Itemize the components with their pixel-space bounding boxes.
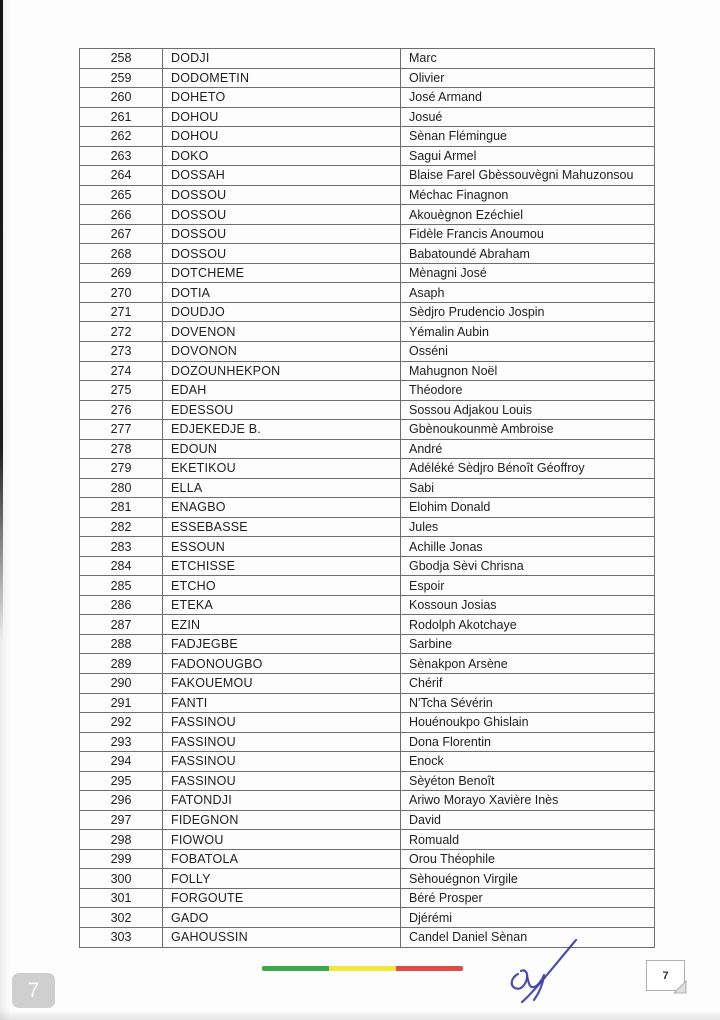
given-name-cell: Sèhouégnon Virgile [401,869,655,889]
table-row [80,205,655,225]
table-row [80,361,655,381]
scan-shadow-bottom [0,1010,720,1020]
surname-cell: DOSSOU [163,224,401,244]
row-number-cell: 260 [80,88,163,108]
given-name-cell: Ariwo Morayo Xavière Inès [401,791,655,811]
table-row [80,244,655,264]
table-row [80,537,655,557]
row-number-cell: 280 [80,478,163,498]
given-name-cell: Sèyéton Benoît [401,771,655,791]
surname-cell: DOHOU [163,127,401,147]
surname-cell: DOTCHEME [163,263,401,283]
table-row [80,146,655,166]
table-row [80,381,655,401]
surname-cell: FASSINOU [163,732,401,752]
row-number-cell: 294 [80,752,163,772]
table-row [80,263,655,283]
scan-edge-line [0,0,3,640]
folded-corner-icon [672,979,688,995]
row-number-cell: 279 [80,459,163,479]
row-number-cell: 274 [80,361,163,381]
given-name-cell: Rodolph Akotchaye [401,615,655,635]
surname-cell: DOUDJO [163,302,401,322]
table-row [80,732,655,752]
given-name-cell: Djérémi [401,908,655,928]
given-name-cell: Mahugnon Noël [401,361,655,381]
table-row [80,498,655,518]
row-number-cell: 293 [80,732,163,752]
given-name-cell: Josué [401,107,655,127]
table-row [80,517,655,537]
row-number-cell: 298 [80,830,163,850]
page-number: 7 [662,969,669,982]
surname-cell: EDOUN [163,439,401,459]
viewer-page-badge[interactable]: 7 [12,973,55,1008]
given-name-cell: Olivier [401,68,655,88]
surname-cell: ETEKA [163,595,401,615]
surname-cell: FAKOUEMOU [163,674,401,694]
surname-cell: DOHETO [163,88,401,108]
surname-cell: EKETIKOU [163,459,401,479]
row-number-cell: 267 [80,224,163,244]
given-name-cell: Théodore [401,381,655,401]
row-number-cell: 273 [80,341,163,361]
table-row [80,752,655,772]
surname-cell: EDESSOU [163,400,401,420]
table-row [80,888,655,908]
surname-cell: DOKO [163,146,401,166]
flag-green-segment [262,966,329,971]
row-number-cell: 283 [80,537,163,557]
row-number-cell: 270 [80,283,163,303]
surname-cell: ESSOUN [163,537,401,557]
given-name-cell: Sènan Flémingue [401,127,655,147]
table-row [80,478,655,498]
given-name-cell: José Armand [401,88,655,108]
table-row [80,576,655,596]
row-number-cell: 287 [80,615,163,635]
surname-cell: EZIN [163,615,401,635]
signature-icon [496,934,588,1008]
row-number-cell: 261 [80,107,163,127]
table-row [80,615,655,635]
given-name-cell: Gbodja Sèvi Chrisna [401,556,655,576]
given-name-cell: Dona Florentin [401,732,655,752]
given-name-cell: Adéléké Sèdjro Bénoît Géoffroy [401,459,655,479]
surname-cell: EDAH [163,381,401,401]
table-row [80,322,655,342]
table-row [80,459,655,479]
row-number-cell: 288 [80,634,163,654]
row-number-cell: 268 [80,244,163,264]
surname-cell: EDJEKEDJE B. [163,420,401,440]
row-number-cell: 303 [80,927,163,947]
row-number-cell: 296 [80,791,163,811]
surname-cell: GAHOUSSIN [163,927,401,947]
surname-cell: FASSINOU [163,713,401,733]
given-name-cell: Béré Prosper [401,888,655,908]
row-number-cell: 302 [80,908,163,928]
row-number-cell: 299 [80,849,163,869]
given-name-cell: Sènakpon Arsène [401,654,655,674]
given-name-cell: Osséni [401,341,655,361]
given-name-cell: André [401,439,655,459]
surname-cell: DOSSOU [163,244,401,264]
row-number-cell: 301 [80,888,163,908]
given-name-cell: Jules [401,517,655,537]
row-number-cell: 281 [80,498,163,518]
given-name-cell: Blaise Farel Gbèssouvègni Mahuzonsou [401,166,655,186]
row-number-cell: 275 [80,381,163,401]
given-name-cell: Sarbine [401,634,655,654]
table-row [80,400,655,420]
given-name-cell: Marc [401,49,655,69]
surname-cell: DOHOU [163,107,401,127]
row-number-cell: 291 [80,693,163,713]
given-name-cell: Akouègnon Ezéchiel [401,205,655,225]
row-number-cell: 277 [80,420,163,440]
row-number-cell: 264 [80,166,163,186]
table-row [80,127,655,147]
surname-cell: ELLA [163,478,401,498]
row-number-cell: 290 [80,674,163,694]
table-row [80,693,655,713]
surname-cell: ENAGBO [163,498,401,518]
given-name-cell: Enock [401,752,655,772]
surname-cell: GADO [163,908,401,928]
table-row [80,49,655,69]
given-name-cell: Romuald [401,830,655,850]
page-number-stamp [646,960,685,991]
row-number-cell: 282 [80,517,163,537]
row-number-cell: 289 [80,654,163,674]
row-number-cell: 286 [80,595,163,615]
table-row [80,439,655,459]
given-name-cell: Elohim Donald [401,498,655,518]
table-row [80,908,655,928]
surname-cell: ETCHO [163,576,401,596]
given-name-cell: Kossoun Josias [401,595,655,615]
row-number-cell: 262 [80,127,163,147]
given-name-cell: Yémalin Aubin [401,322,655,342]
given-name-cell: N'Tcha Sévérin [401,693,655,713]
table-row [80,68,655,88]
table-row [80,107,655,127]
table-row [80,420,655,440]
row-number-cell: 295 [80,771,163,791]
given-name-cell: Houénoukpo Ghislain [401,713,655,733]
table-row [80,771,655,791]
table-row [80,869,655,889]
given-name-cell: Orou Théophile [401,849,655,869]
row-number-cell: 259 [80,68,163,88]
surname-cell: FIOWOU [163,830,401,850]
given-name-cell: Espoir [401,576,655,596]
row-number-cell: 300 [80,869,163,889]
surname-cell: DOVONON [163,341,401,361]
roster-table [79,48,655,948]
table-row [80,341,655,361]
row-number-cell: 271 [80,302,163,322]
benin-flag-divider [262,966,463,971]
table-row [80,674,655,694]
surname-cell: DOSSOU [163,205,401,225]
row-number-cell: 272 [80,322,163,342]
given-name-cell: David [401,810,655,830]
given-name-cell: Méchac Finagnon [401,185,655,205]
given-name-cell: Sossou Adjakou Louis [401,400,655,420]
given-name-cell: Asaph [401,283,655,303]
surname-cell: FOBATOLA [163,849,401,869]
surname-cell: DODJI [163,49,401,69]
given-name-cell: Babatoundé Abraham [401,244,655,264]
table-row [80,302,655,322]
flag-yellow-segment [329,966,396,971]
surname-cell: FORGOUTE [163,888,401,908]
surname-cell: FADJEGBE [163,634,401,654]
given-name-cell: Gbènoukounmè Ambroise [401,420,655,440]
table-row [80,185,655,205]
table-row [80,654,655,674]
row-number-cell: 284 [80,556,163,576]
surname-cell: FASSINOU [163,752,401,772]
table-row [80,830,655,850]
given-name-cell: Sabi [401,478,655,498]
surname-cell: DOTIA [163,283,401,303]
surname-cell: FIDEGNON [163,810,401,830]
table-row [80,634,655,654]
given-name-cell: Achille Jonas [401,537,655,557]
surname-cell: ESSEBASSE [163,517,401,537]
given-name-cell: Candel Daniel Sènan [401,927,655,947]
given-name-cell: Mènagni José [401,263,655,283]
table-row [80,810,655,830]
surname-cell: FATONDJI [163,791,401,811]
surname-cell: ETCHISSE [163,556,401,576]
table-row [80,224,655,244]
row-number-cell: 292 [80,713,163,733]
given-name-cell: Sèdjro Prudencio Jospin [401,302,655,322]
row-number-cell: 285 [80,576,163,596]
row-number-cell: 278 [80,439,163,459]
table-row [80,791,655,811]
surname-cell: FASSINOU [163,771,401,791]
surname-cell: DOVENON [163,322,401,342]
row-number-cell: 263 [80,146,163,166]
given-name-cell: Chérif [401,674,655,694]
table-row [80,595,655,615]
table-row [80,88,655,108]
table-row [80,849,655,869]
table-row [80,556,655,576]
row-number-cell: 297 [80,810,163,830]
given-name-cell: Fidèle Francis Anoumou [401,224,655,244]
flag-red-segment [396,966,463,971]
row-number-cell: 266 [80,205,163,225]
surname-cell: FOLLY [163,869,401,889]
row-number-cell: 276 [80,400,163,420]
row-number-cell: 269 [80,263,163,283]
surname-cell: FADONOUGBO [163,654,401,674]
surname-cell: DOSSAH [163,166,401,186]
table-row [80,713,655,733]
roster-body [80,49,655,948]
surname-cell: FANTI [163,693,401,713]
table-row [80,166,655,186]
surname-cell: DOSSOU [163,185,401,205]
row-number-cell: 258 [80,49,163,69]
table-row [80,283,655,303]
surname-cell: DOZOUNHEKPON [163,361,401,381]
surname-cell: DODOMETIN [163,68,401,88]
row-number-cell: 265 [80,185,163,205]
given-name-cell: Sagui Armel [401,146,655,166]
